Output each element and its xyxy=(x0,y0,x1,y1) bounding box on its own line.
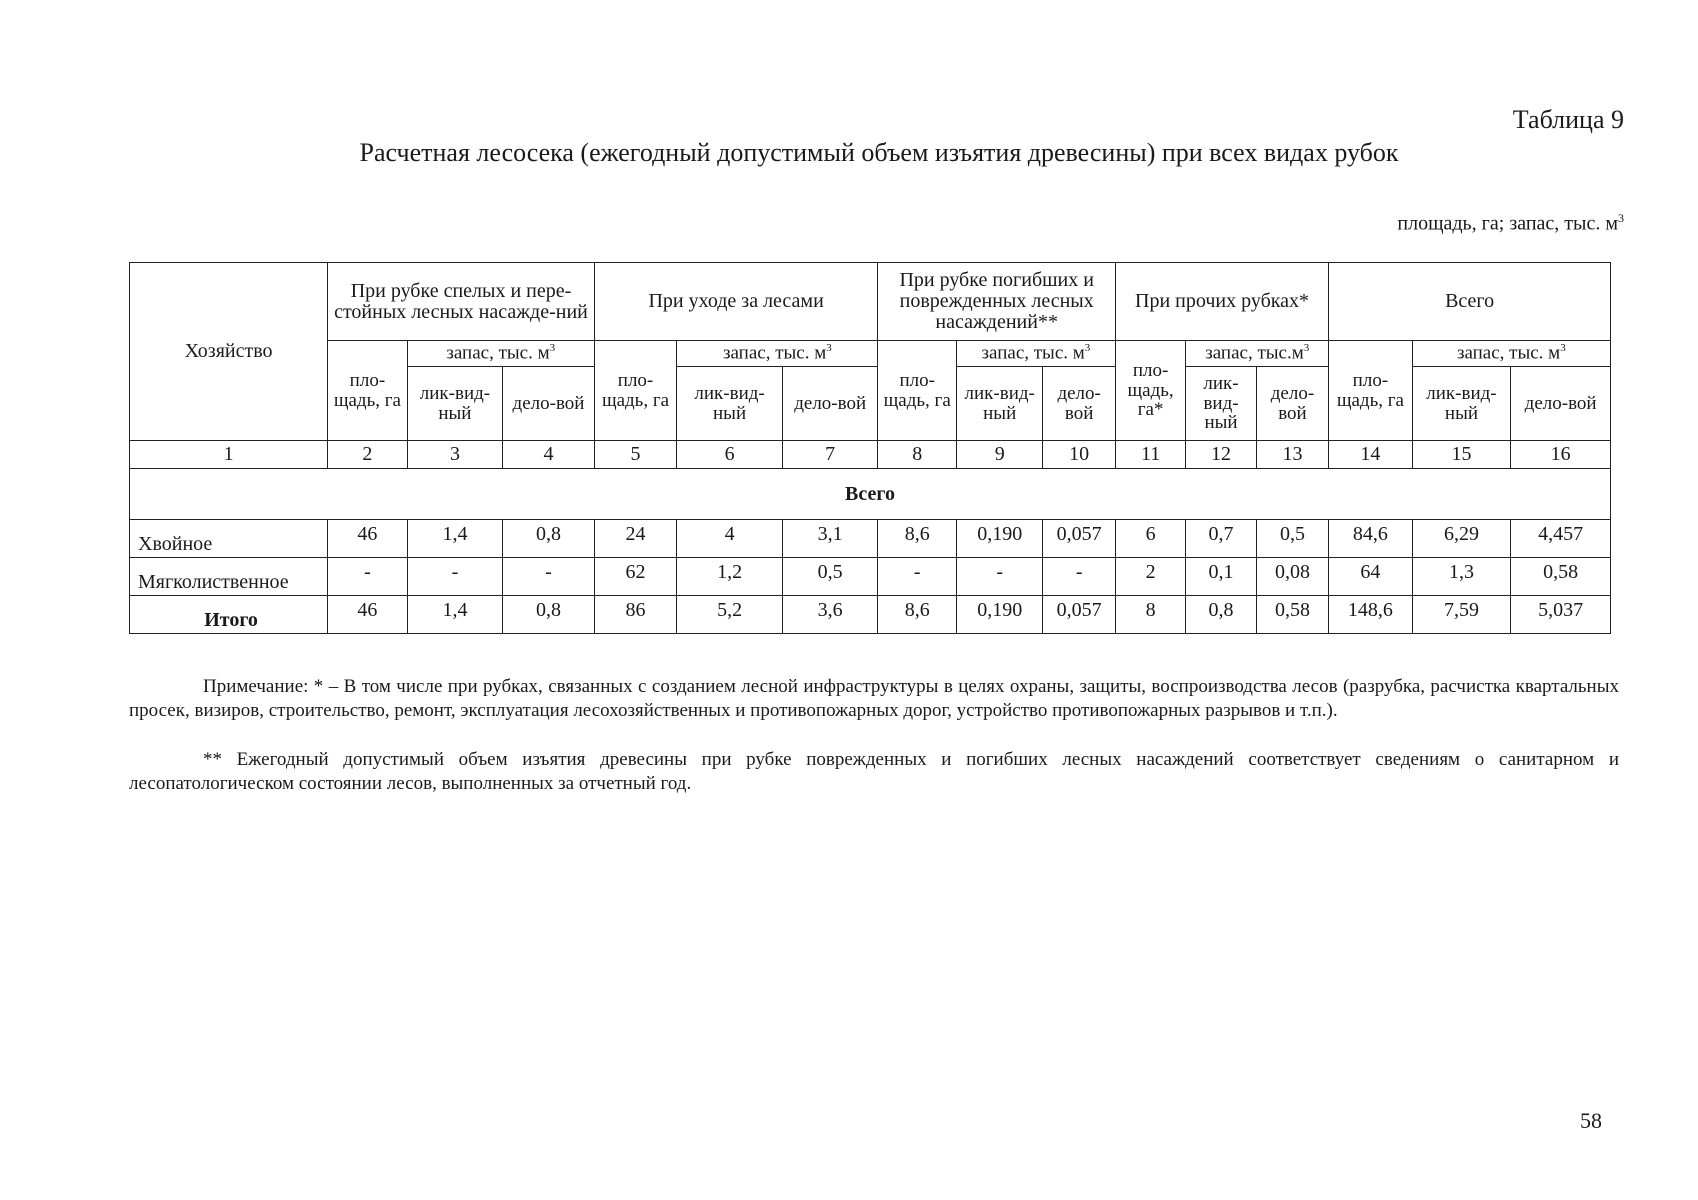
header-stock: запас, тыс. $м^3$ xyxy=(956,341,1115,367)
footnote-2: ** Ежегодный допустимый объем изъятия древесины при рубке поврежденных и погибших лесных насаждений соответствует сведениям о санитарном и лесопатологическом состоянии лесов, выполненных за отчетный год. xyxy=(129,749,1619,794)
row-label: Мягколиственное xyxy=(130,558,328,596)
header-group-other: При прочих рубках* xyxy=(1115,263,1328,341)
table-cell: 0,58 xyxy=(1511,558,1611,596)
header-business: дело-вой xyxy=(1256,367,1328,441)
col-number: 12 xyxy=(1186,441,1256,469)
col-number: 5 xyxy=(594,441,676,469)
header-group-total: Всего xyxy=(1329,263,1611,341)
col-number: 15 xyxy=(1412,441,1511,469)
table-cell: 6 xyxy=(1115,520,1185,558)
table-cell: - xyxy=(407,558,503,596)
table-cell: 0,190 xyxy=(956,596,1043,634)
header-liquid: лик-вид-ный xyxy=(956,367,1043,441)
header-liquid: лик-вид-ный xyxy=(677,367,783,441)
table-cell: 4,457 xyxy=(1511,520,1611,558)
table-cell: - xyxy=(1043,558,1115,596)
units-label: площадь, га; запас, тыс. $м^3$ xyxy=(1397,211,1624,235)
page-number: 58 xyxy=(1580,1108,1602,1133)
table-cell: 84,6 xyxy=(1329,520,1413,558)
col-number: 16 xyxy=(1511,441,1611,469)
table-title: Расчетная лесосека (ежегодный допустимый объем изъятия древесины) при всех видах рубок xyxy=(359,138,1399,167)
col-number: 7 xyxy=(782,441,878,469)
header-area-star: пло-щадь, га* xyxy=(1115,341,1185,441)
header-area: пло-щадь, га xyxy=(878,341,956,441)
header-liquid: лик-вид-ный xyxy=(1412,367,1511,441)
table-cell: 3,6 xyxy=(782,596,878,634)
table-cell: 1,2 xyxy=(677,558,783,596)
col-number: 11 xyxy=(1115,441,1185,469)
table-cell: - xyxy=(878,558,956,596)
table-cell: 7,59 xyxy=(1412,596,1511,634)
table-cell: 62 xyxy=(594,558,676,596)
header-liquid: лик-вид-ный xyxy=(1186,367,1256,441)
header-business: дело-вой xyxy=(1043,367,1115,441)
table-cell: 5,2 xyxy=(677,596,783,634)
table-number: Таблица 9 xyxy=(1512,105,1624,134)
table-cell: 0,1 xyxy=(1186,558,1256,596)
section-heading: Всего xyxy=(130,469,1611,520)
header-stock: запас, тыс. $м^3$ xyxy=(677,341,878,367)
table-cell: 0,58 xyxy=(1256,596,1328,634)
table-cell: 6,29 xyxy=(1412,520,1511,558)
table-cell: 0,5 xyxy=(782,558,878,596)
table-cell: 1,4 xyxy=(407,596,503,634)
table-cell: 1,3 xyxy=(1412,558,1511,596)
table-cell: 3,1 xyxy=(782,520,878,558)
footnote-1: Примечание: * – В том числе при рубках, связанных с созданием лесной инфраструктуры в целях охраны, защиты, воспроизводства лесов (разрубка, расчистка квартальных просек, визиров, строительство, ремонт, эксплуатация лесохозяйственных и противопожарных дорог, устройство противопожарных разрывов и т.п.). xyxy=(129,676,1619,721)
header-stock: запас, тыс. $м^3$ xyxy=(407,341,594,367)
table-cell: 46 xyxy=(328,520,407,558)
cutting-volume-table xyxy=(129,262,1611,634)
col-number: 6 xyxy=(677,441,783,469)
table-cell: - xyxy=(328,558,407,596)
col-number: 4 xyxy=(503,441,595,469)
header-area: пло-щадь, га xyxy=(328,341,407,441)
table-cell: 5,037 xyxy=(1511,596,1611,634)
col-number: 13 xyxy=(1256,441,1328,469)
table-cell: 46 xyxy=(328,596,407,634)
table-cell: 0,08 xyxy=(1256,558,1328,596)
table-cell: 24 xyxy=(594,520,676,558)
header-liquid: лик-вид-ный xyxy=(407,367,503,441)
table-cell: 8,6 xyxy=(878,520,956,558)
header-farm: Хозяйство xyxy=(130,263,328,441)
header-area: пло-щадь, га xyxy=(594,341,676,441)
header-group-care: При уходе за лесами xyxy=(594,263,878,341)
col-number: 8 xyxy=(878,441,956,469)
header-stock: запас, $тыс.м^3$ xyxy=(1186,341,1329,367)
col-number: 1 xyxy=(130,441,328,469)
header-stock: запас, тыс. $м^3$ xyxy=(1412,341,1610,367)
column-number-row xyxy=(130,441,1611,469)
header-business: дело-вой xyxy=(503,367,595,441)
col-number: 3 xyxy=(407,441,503,469)
table-cell: 64 xyxy=(1329,558,1413,596)
table-cell: 0,8 xyxy=(503,596,595,634)
table-cell: 2 xyxy=(1115,558,1185,596)
col-number: 10 xyxy=(1043,441,1115,469)
table-row xyxy=(130,558,1611,596)
table-cell: - xyxy=(956,558,1043,596)
table-cell: 8 xyxy=(1115,596,1185,634)
row-label-total: Итого xyxy=(130,596,328,634)
table-cell: 0,057 xyxy=(1043,596,1115,634)
table-cell: 0,8 xyxy=(503,520,595,558)
table-cell: 148,6 xyxy=(1329,596,1413,634)
table-cell: - xyxy=(503,558,595,596)
table-cell: 0,8 xyxy=(1186,596,1256,634)
table-cell: 1,4 xyxy=(407,520,503,558)
row-label: Хвойное xyxy=(130,520,328,558)
header-business: дело-вой xyxy=(1511,367,1611,441)
table-row-total xyxy=(130,596,1611,634)
table-cell: 0,057 xyxy=(1043,520,1115,558)
col-number: 9 xyxy=(956,441,1043,469)
table-cell: 8,6 xyxy=(878,596,956,634)
header-group-damaged: При рубке погибших и поврежденных лесных насаждений** xyxy=(878,263,1115,341)
col-number: 2 xyxy=(328,441,407,469)
table-cell: 86 xyxy=(594,596,676,634)
header-business: дело-вой xyxy=(782,367,878,441)
table-cell: 0,7 xyxy=(1186,520,1256,558)
table-row xyxy=(130,520,1611,558)
col-number: 14 xyxy=(1329,441,1413,469)
table-cell: 0,5 xyxy=(1256,520,1328,558)
table-cell: 4 xyxy=(677,520,783,558)
header-area: пло-щадь, га xyxy=(1329,341,1413,441)
table-cell: 0,190 xyxy=(956,520,1043,558)
header-group-mature: При рубке спелых и пере-стойных лесных насажде-ний xyxy=(328,263,595,341)
